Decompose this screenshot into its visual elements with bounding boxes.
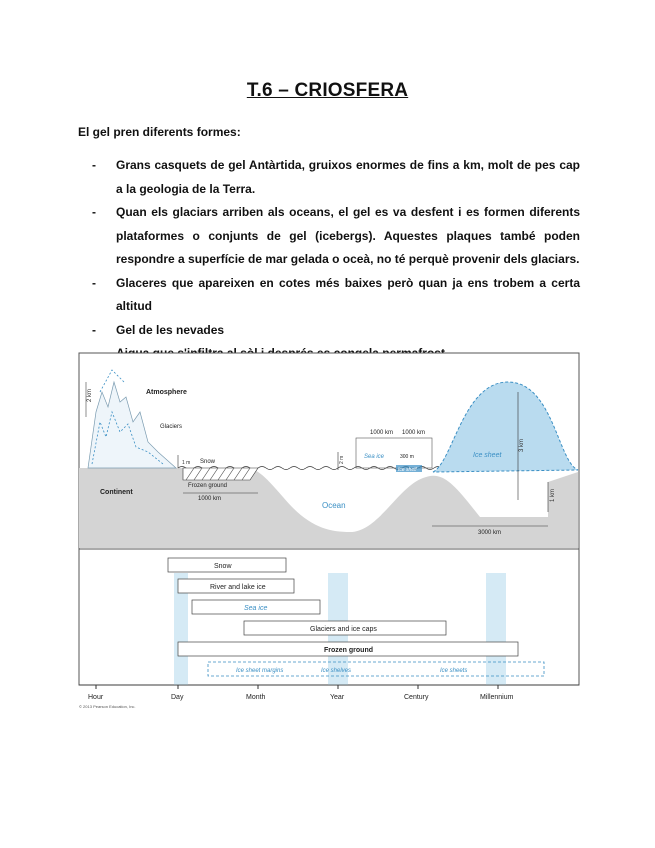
bullet-dash: - xyxy=(92,275,96,290)
axis-tick-label: Millennium xyxy=(480,694,514,701)
axis-tick-label: Year xyxy=(330,694,345,701)
bullet-dash: - xyxy=(92,322,96,337)
axis-tick-label: Day xyxy=(171,694,184,701)
cryosphere-figure xyxy=(78,352,580,714)
dim-label: 300 m xyxy=(400,454,414,460)
frozen-ground-bar-label: Frozen ground xyxy=(324,647,373,654)
bullet-list xyxy=(92,154,580,366)
bullet-dash: - xyxy=(92,158,96,172)
list-item: - Grans casquets de gel Antàrtida, gruixos enormes de fins a km, molt de pes cap a la geologia de la Terra. xyxy=(92,154,580,201)
dim-label: 3 km xyxy=(519,438,525,452)
axis-tick-label: Month xyxy=(246,694,266,701)
ice-sheet-margins-label: Ice sheet margins xyxy=(236,668,284,674)
highlight-band xyxy=(486,573,506,685)
atmosphere-label: Atmosphere xyxy=(146,389,187,396)
sea-ice-label: Sea ice xyxy=(364,454,385,460)
dim-label: 1 km xyxy=(550,488,556,502)
dim-label: 2 m xyxy=(339,455,345,464)
frozen-ground-label: Frozen ground xyxy=(188,483,228,489)
list-item: - Glaceres que apareixen en cotes més baixes però quan ja ens trobem a certa altitud xyxy=(92,272,580,319)
ice-shelves-label: Ice shelves xyxy=(321,668,352,674)
glaciers-bar-label: Glaciers and ice caps xyxy=(310,626,377,633)
snow-bar-label: Snow xyxy=(214,563,232,570)
dim-label: 1000 km xyxy=(370,430,394,436)
frozen-ground-layer xyxy=(183,468,258,480)
axis-tick-label: Century xyxy=(404,694,429,701)
list-item: - Quan els glaciars arriben als oceans, el gel es va desfent i es formen diferents plataformes o conjunts de gel (icebergs). Aquestes plaques també poden respondre a superfície de mar gelada o oceà, no té perquè provenir dels glaciars. xyxy=(92,201,580,272)
bullet-dash: - xyxy=(92,205,96,219)
dim-label: 1000 km xyxy=(402,430,426,436)
continent-label: Continent xyxy=(100,489,133,496)
glaciers-label: Glaciers xyxy=(160,424,183,430)
snow-label: Snow xyxy=(200,459,216,465)
ice-shelf-label: Ice shelf xyxy=(398,467,417,473)
sea-ice-bar-label: Sea ice xyxy=(244,605,268,612)
ice-sheet-label: Ice sheet xyxy=(473,452,502,459)
list-item: - Gel de les nevades xyxy=(92,319,580,343)
ocean-label: Ocean xyxy=(322,501,346,510)
intro-text: El gel pren diferents formes: xyxy=(78,125,241,139)
dim-label: 1000 km xyxy=(198,496,222,502)
dim-label: 3000 km xyxy=(478,530,502,536)
dim-label: 2 km xyxy=(87,388,93,402)
axis-tick-label: Hour xyxy=(88,694,104,701)
credit-label: © 2013 Pearson Education, Inc. xyxy=(79,704,136,709)
river-ice-bar-label: River and lake ice xyxy=(210,584,266,591)
ice-sheets-label: Ice sheets xyxy=(440,668,468,674)
dim-label: 1 m xyxy=(182,460,191,466)
page-title: T.6 – CRIOSFERA xyxy=(246,80,409,101)
